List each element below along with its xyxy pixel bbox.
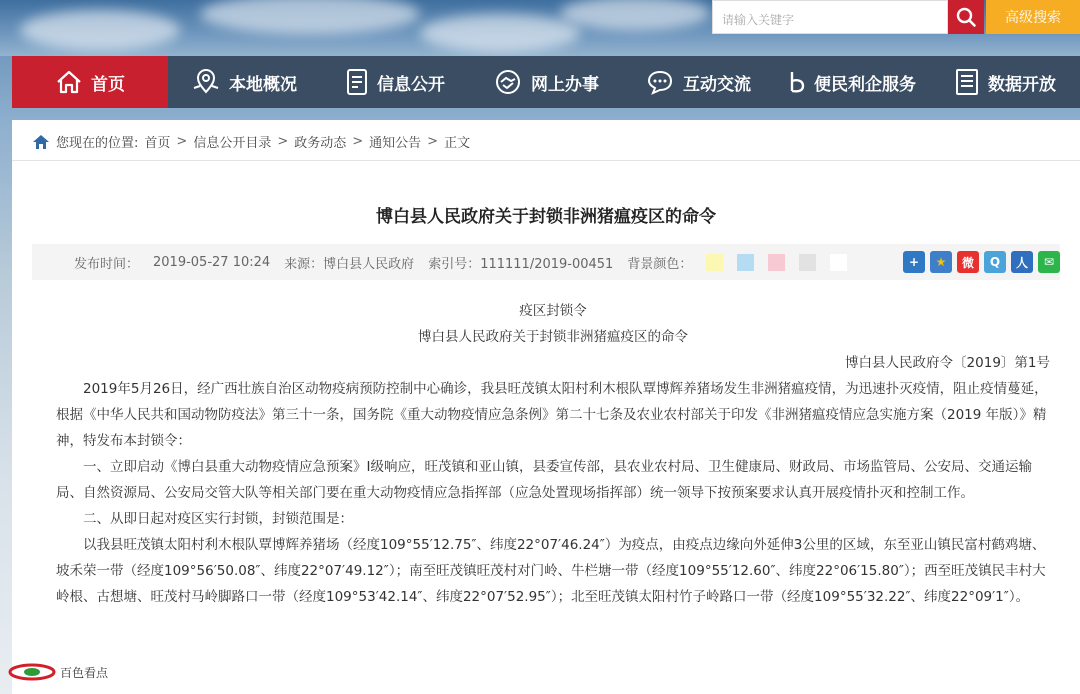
article-heading: 疫区封锁令: [519, 303, 587, 319]
breadcrumb-item-current: 正文: [444, 136, 471, 151]
article-index: 索引号：111111/2019-00451: [428, 256, 614, 272]
breadcrumb-item-notices[interactable]: 通知公告: [369, 136, 422, 151]
handshake-icon: [493, 69, 523, 95]
article-paragraph: 以我县旺茂镇太阳村利木根队覃博辉养猪场（经度109°55′12.75″、纬度22°07′46.24″）为疫点，由疫点边缘向外延伸3公里的区域，东至亚山镇民富村鹤鸡塘、坡禾荣一带（经度109°56′50.08″、纬度22°07′49.12″）；南至旺茂镇旺茂村对门岭、牛栏塘一带（经度109°55′12.60″、纬度22°06′15.80″）；西至旺茂镇民丰村大岭根、古想塘、旺茂村马岭脚路口一带（经度109°53′42.14″、纬度22°07′52.95″）；北至旺茂镇太阳村竹子岭路口一带（经度109°55′32.22″、纬度22°09′1″）。: [56, 537, 1046, 605]
breadcrumb-item-gov-news[interactable]: 政务动态: [294, 136, 347, 151]
article-body: [56, 298, 1050, 610]
nav-item-interaction[interactable]: [622, 56, 774, 108]
article-subheading: 博白县人民政府关于封锁非洲猪瘟疫区的命令: [418, 329, 688, 345]
nav-label: 便民利企服务: [814, 74, 916, 95]
nav-item-open-data[interactable]: [930, 56, 1080, 108]
nav-label: 本地概况: [229, 74, 297, 95]
share-qzone-icon[interactable]: Q: [984, 251, 1006, 273]
breadcrumb-separator: >: [427, 134, 439, 149]
search-icon: [955, 6, 977, 28]
search-input[interactable]: 请输入关键字: [712, 0, 948, 34]
nav-item-convenience-service[interactable]: [774, 56, 930, 108]
breadcrumb-separator: >: [176, 134, 188, 149]
main-nav: [12, 56, 1080, 108]
nav-item-info-disclosure[interactable]: [320, 56, 470, 108]
home-icon: [32, 134, 50, 150]
article-source: 来源：博白县人民政府: [284, 256, 415, 272]
nav-label: 信息公开: [377, 74, 445, 95]
publish-time: 2019-05-27 10:24: [153, 254, 271, 270]
content-panel: [12, 120, 1080, 694]
bg-swatch-white[interactable]: [830, 254, 847, 271]
breadcrumb: [32, 132, 470, 151]
list-icon: [954, 68, 980, 96]
publish-time-label: 发布时间：: [74, 256, 140, 272]
breadcrumb-prefix: 您现在的位置:: [56, 136, 139, 151]
divider: [12, 160, 1080, 161]
nav-label: 网上办事: [531, 74, 599, 95]
bg-color-label: 背景颜色：: [627, 256, 693, 272]
advanced-search-button[interactable]: 高级搜索: [986, 0, 1080, 34]
article-title: 博白县人民政府关于封锁非洲猪瘟疫区的命令: [376, 207, 716, 227]
bg-swatch-yellow[interactable]: [706, 254, 723, 271]
share-wechat-icon[interactable]: ✉: [1038, 251, 1060, 273]
breadcrumb-item-home[interactable]: 首页: [144, 136, 171, 151]
breadcrumb-item-catalog[interactable]: 信息公开目录: [193, 136, 272, 151]
watermark-text: 百色看点: [60, 665, 109, 680]
share-weibo-icon[interactable]: 微: [957, 251, 979, 273]
logo-icon: [8, 662, 56, 682]
search-button[interactable]: [948, 0, 984, 34]
bg-swatch-gray[interactable]: [799, 254, 816, 271]
share-bar: [903, 251, 1060, 273]
map-pin-icon: [191, 68, 221, 96]
b-icon: [788, 69, 806, 95]
share-favorite-icon[interactable]: ★: [930, 251, 952, 273]
nav-item-online-service[interactable]: [470, 56, 622, 108]
article-paragraph: 一、立即启动《博白县重大动物疫情应急预案》Ⅰ级响应，旺茂镇和亚山镇，县委宣传部，县农业农村局、卫生健康局、财政局、市场监管局、公安局、交通运输局、自然资源局、公安局交管大队等相关部门要在重大动物疫情应急指挥部（应急处置现场指挥部）统一领导下按预案要求认真开展疫情扑灭和控制工作。: [56, 459, 1032, 501]
document-icon: [345, 68, 369, 96]
nav-label: 互动交流: [683, 74, 751, 95]
breadcrumb-separator: >: [277, 134, 289, 149]
chat-icon: [645, 69, 675, 95]
nav-label: 首页: [91, 74, 125, 95]
share-renren-icon[interactable]: 人: [1011, 251, 1033, 273]
document-number: 博白县人民政府令〔2019〕第1号: [845, 355, 1050, 371]
home-icon: [55, 69, 83, 95]
breadcrumb-separator: >: [352, 134, 364, 149]
bg-swatch-blue[interactable]: [737, 254, 754, 271]
article-paragraph: 2019年5月26日，经广西壮族自治区动物疫病预防控制中心确诊，我县旺茂镇太阳村利木根队覃博辉养猪场发生非洲猪瘟疫情，为迅速扑灭疫情，阻止疫情蔓延，根据《中华人民共和国动物防疫法》第三十一条，国务院《重大动物疫情应急条例》第二十七条及农业农村部关于印发《非洲猪瘟疫情应急实施方案（2019 年版）》精神，特发布本封锁令：: [56, 381, 1048, 449]
watermark-logo: [8, 662, 108, 682]
nav-item-local-overview[interactable]: [168, 56, 320, 108]
share-more-icon[interactable]: +: [903, 251, 925, 273]
bg-swatch-pink[interactable]: [768, 254, 785, 271]
article-paragraph: 二、从即日起对疫区实行封锁，封锁范围是：: [83, 511, 353, 527]
nav-item-home[interactable]: [12, 56, 168, 108]
article-meta-bar: [32, 244, 1060, 280]
nav-label: 数据开放: [988, 74, 1056, 95]
